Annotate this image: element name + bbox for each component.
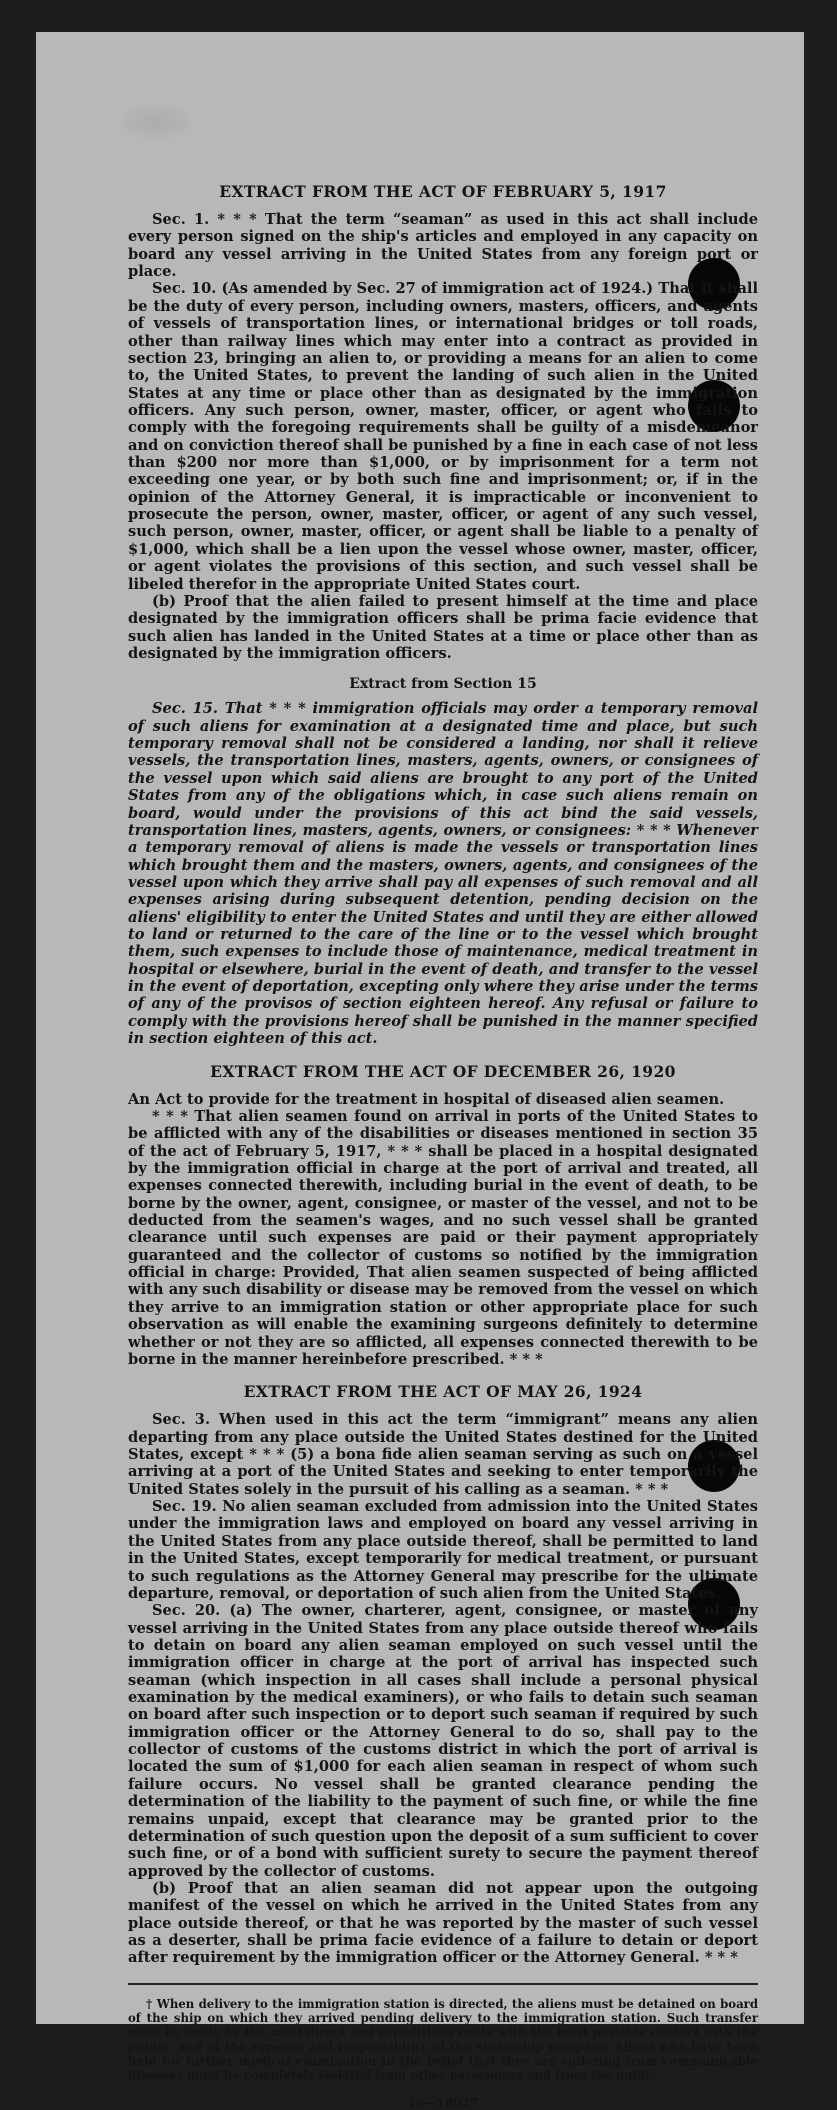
paragraph: Sec. 20. (a) The owner, charterer, agent, consignee, or master of any vessel arriving in the United States from any place outside thereof who fails to detain on board any alien seaman employed on such vessel until the immigration officer in charge at the port of arrival has inspected such seaman (which inspection in all cases shall include a personal physical examination by the medical examiners), or who fails to detain such seaman on board after such inspection or to deport such seaman if required by such immigration officer or the Attorney General to do so, shall pay to the collector of customs of the customs district in which the port of arrival is located the sum of $1,000 for each alien seaman in respect of whom such failure occurs. No vessel shall be granted clearance pending the determination of the liability to the payment of such fine, or while the fine remains unpaid, except that clearance may be granted prior to the determination of such question upon the deposit of a sum sufficient to cover such fine, or of a bond with sufficient surety to secure the payment thereof approved by the collector of customs. bbox=[128, 1602, 758, 1880]
section-extract-15 bbox=[128, 676, 758, 1047]
paragraph: Sec. 1. * * * That the term “seaman” as used in this act shall include every person signed on the ship's articles and employed in any capacity on board any vessel arriving in the United States from any foreign port or place. bbox=[128, 211, 758, 281]
paragraph: Sec. 3. When used in this act the term “immigrant” means any alien departing from any place outside the United States destined for the United States, except * * * (5) a bona fide alien seaman serving as such on a vessel arriving at a port of the United States and seeking to enter temporarily the United States solely in the pursuit of his calling as a seaman. * * * bbox=[128, 1411, 758, 1498]
section-heading: EXTRACT FROM THE ACT OF DECEMBER 26, 1920 bbox=[210, 1061, 676, 1081]
section-dec-1920 bbox=[128, 1062, 758, 1369]
document-page bbox=[36, 32, 804, 2110]
paragraph: Sec. 15. That * * * immigration officials may order a temporary removal of such aliens for examination at a designated time and place, but such temporary removal shall not be considered a landing, nor shall it relieve vessels, the transportation lines, masters, agents, owners, or consignees of the vessel upon which said aliens are brought to any port of the United States from any of the obligations which, in case such aliens remain on board, would under the provisions of this act bind the said vessels, transportation lines, masters, agents, owners, or consignees: * * * Whenever a temporary removal of aliens is made the vessels or transportation lines which brought them and the masters, owners, agents, and consignees of the vessel upon which they arrive shall pay all expenses of such removal and all expenses arising during subsequent detention, pending decision on the aliens' eligibility to enter the United States and until they are either allowed to land or returned to the care of the line or to the vessel which brought them, such expenses to include those of maintenance, medical treatment in hospital or elsewhere, burial in the event of death, and transfer to the vessel in the event of deportation, excepting only where they arise under the terms of any of the provisos of section eighteen hereof. Any refusal or failure to comply with the provisions hereof shall be punished in the manner specified in section eighteen of this act. bbox=[128, 700, 758, 1048]
footnote-divider bbox=[128, 1983, 758, 1985]
section-heading: Extract from Section 15 bbox=[349, 676, 537, 693]
faded-stamp bbox=[116, 102, 196, 142]
paragraph: Sec. 10. (As amended by Sec. 27 of immigration act of 1924.) That it shall be the duty of every person, including owners, masters, officers, and agents of vessels of transportation lines, or international bridges or toll roads, other than railway lines which may enter into a contract as provided in section 23, bringing an alien to, or providing a means for an alien to come to, the United States, to prevent the landing of such alien in the United States at any time or place other than as designated by the immigration officers. Any such person, owner, master, officer, or agent who fails to comply with the foregoing requirements shall be guilty of a misdemeanor and on conviction thereof shall be punished by a fine in each case of not less than $200 nor more than $1,000, or by imprisonment for a term not exceeding one year, or by both such fine and imprisonment; or, if in the opinion of the Attorney General, it is impracticable or inconvenient to prosecute the person, owner, master, officer, or agent of any such vessel, such person, owner, master, officer, or agent shall be liable to a penalty of $1,000, which shall be a lien upon the vessel whose owner, master, officer, or agent violates the provisions of this section, and such vessel shall be libeled therefor in the appropriate United States court. bbox=[128, 280, 758, 593]
form-number: 16—18927 bbox=[407, 2096, 479, 2110]
section-may-1924 bbox=[128, 1382, 758, 1967]
document-content bbox=[128, 182, 758, 2110]
paragraph: * * * That alien seamen found on arrival in ports of the United States to be afflicted with any of the disabilities or diseases mentioned in section 35 of the act of February 5, 1917, * * * shall be placed in a hospital designated by the immigration official in charge at the port of arrival and treated, all expenses connected therewith, including burial in the event of death, to be borne by the owner, agent, consignee, or master of the vessel, and not to be deducted from the seamen's wages, and no such vessel shall be granted clearance until such expenses are paid or their payment appropriately guaranteed and the collector of customs so notified by the immigration official in charge: Provided, That alien seamen suspected of being afflicted with any such disability or disease may be removed from the vessel on which they arrive to an immigration station or other appropriate place for such observation as will enable the examining surgeons definitely to determine whether or not they are so afflicted, all expenses connected therewith to be borne in the manner hereinbefore prescribed. * * * bbox=[128, 1107, 758, 1368]
section-heading: EXTRACT FROM THE ACT OF FEBRUARY 5, 1917 bbox=[219, 182, 667, 201]
paragraph: (b) Proof that the alien failed to present himself at the time and place designated by the immigration officers shall be prima facie evidence that such alien has landed in the United States at a time or place other than as designated by the immigration officers. bbox=[128, 592, 758, 662]
paragraph: Sec. 19. No alien seaman excluded from admission into the United States under the immigration laws and employed on board any vessel arriving in the United States from any place outside thereof, shall be permitted to land in the United States, except temporarily for medical treatment, or pursuant to such regulations as the Attorney General may prescribe for the ultimate departure, removal, or deportation of such alien from the United States. bbox=[128, 1498, 758, 1602]
section-heading: EXTRACT FROM THE ACT OF MAY 26, 1924 bbox=[243, 1382, 643, 1402]
footnote: † When delivery to the immigration station is directed, the aliens must be detained on board of the ship on which they arrived pending delivery to the immigration station. Such transfer must be made by the most direct and expeditious route with the least possible contact with the public, and at the expense and responsibility of the steamship company. Aliens who have been held for further medical examination in the belief that they are suffering from communicable diseases must be completely isolated from other passengers and from the public. bbox=[128, 1996, 758, 2083]
section-feb-1917 bbox=[128, 182, 758, 662]
paragraph: (b) Proof that an alien seaman did not appear upon the outgoing manifest of the vessel on which he arrived in the United States from any place outside thereof, or that he was reported by the master of such vessel as a deserter, shall be prima facie evidence of a failure to detain or deport after requirement by the immigration officer or the Attorney General. * * * bbox=[128, 1879, 758, 1967]
paragraph: An Act to provide for the treatment in hospital of diseased alien seamen. bbox=[128, 1090, 725, 1108]
